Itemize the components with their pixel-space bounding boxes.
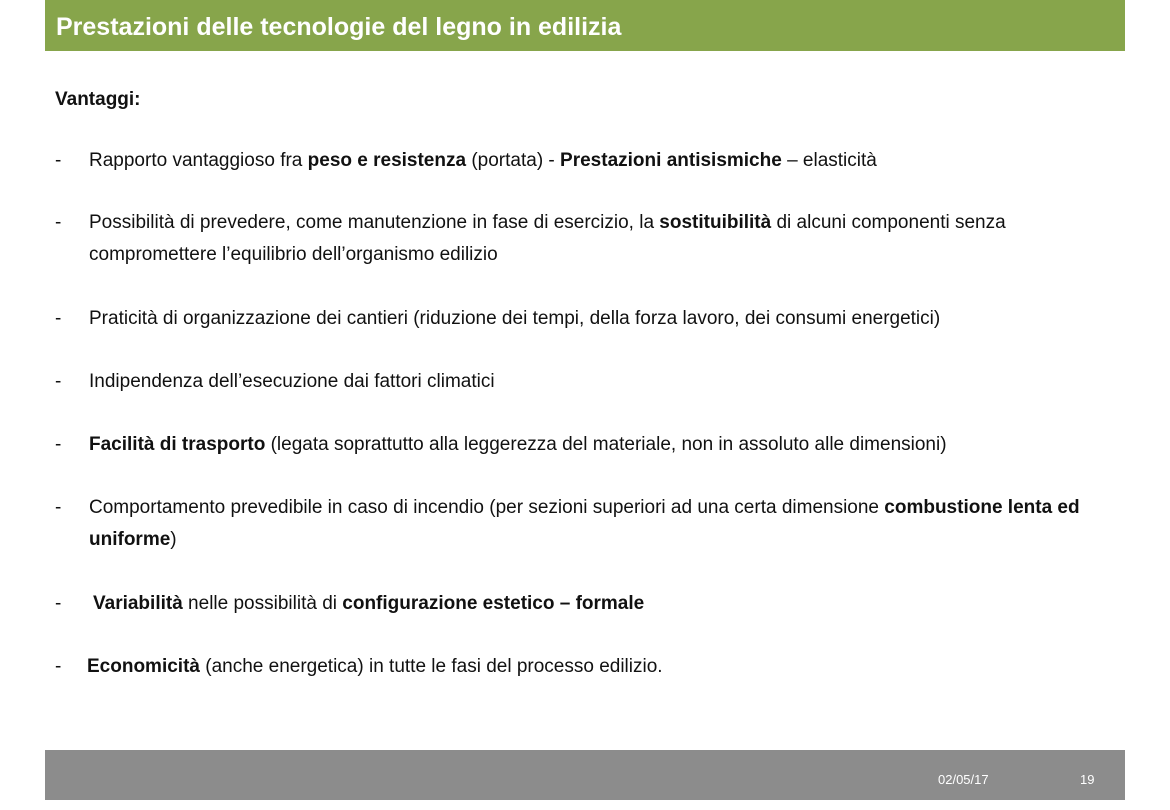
bullet-dash: - xyxy=(55,150,62,171)
title-bar xyxy=(45,0,1125,51)
bullet-dash: - xyxy=(55,434,62,455)
footer-date: 02/05/17 xyxy=(938,772,989,787)
list-item-text: Praticità di organizzazione dei cantieri (riduzione dei tempi, della forza lavoro, dei consumi energetici) xyxy=(89,308,941,329)
list-item-text: Economicità (anche energetica) in tutte le fasi del processo edilizio. xyxy=(87,656,663,677)
list-item-text: Possibilità di prevedere, come manutenzione in fase di esercizio, la sostituibilità di alcuni componenti senza compromettere l’equilibrio dell’organismo edilizio xyxy=(89,212,1006,265)
bullet-dash: - xyxy=(55,593,62,614)
bullet-dash: - xyxy=(55,371,62,392)
bullet-dash: - xyxy=(55,212,62,233)
list-item-text: Facilità di trasporto (legata soprattutto alla leggerezza del materiale, non in assoluto alle dimensioni) xyxy=(89,434,947,455)
page-number: 19 xyxy=(1080,772,1095,787)
list-item-text: Indipendenza dell’esecuzione dai fattori climatici xyxy=(89,371,495,392)
list-item-text: Rapporto vantaggioso fra peso e resistenza (portata) - Prestazioni antisismiche – elasticità xyxy=(89,150,877,171)
list-item-text: Comportamento prevedibile in caso di incendio (per sezioni superiori ad una certa dimensione combustione lenta ed uniforme) xyxy=(89,497,1080,550)
list-item-text: Variabilità nelle possibilità di configurazione estetico – formale xyxy=(93,593,645,614)
footer-bar xyxy=(45,750,1125,800)
slide-title: Prestazioni delle tecnologie del legno in edilizia xyxy=(56,13,622,41)
bullet-dash: - xyxy=(55,497,62,518)
bullet-dash: - xyxy=(55,308,62,329)
section-label: Vantaggi: xyxy=(55,89,141,110)
bullet-dash: - xyxy=(55,656,62,677)
